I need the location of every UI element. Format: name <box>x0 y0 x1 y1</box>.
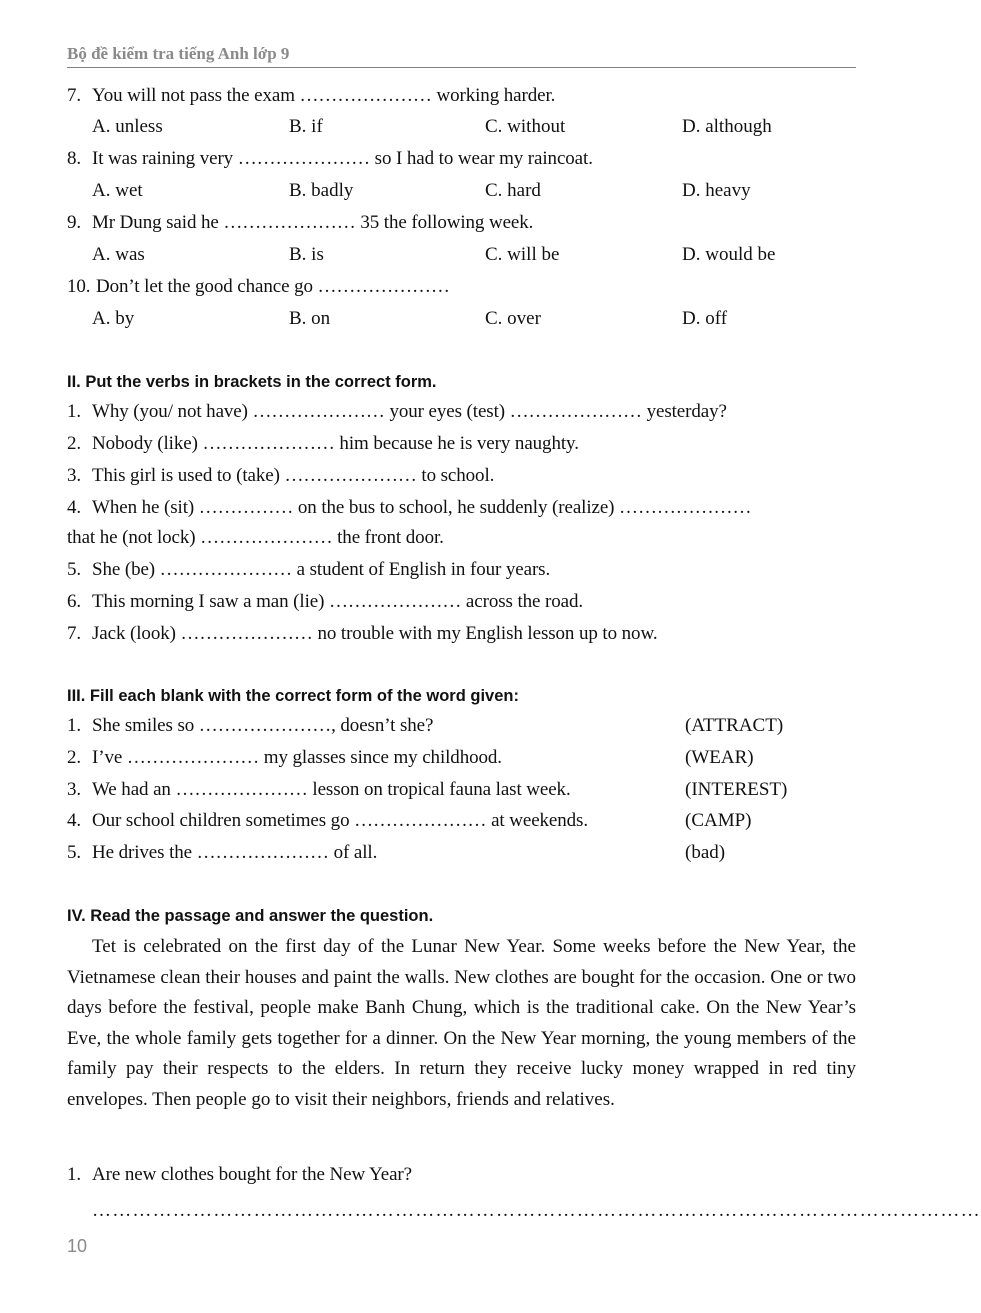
exercise-item <box>67 497 751 519</box>
question-7 <box>67 85 555 107</box>
exercise-item <box>67 623 658 645</box>
item-text: This girl is used to (take) ………………… to school. <box>92 465 495 486</box>
exercise-item <box>67 401 727 423</box>
item-text: She (be) ………………… a student of English in four years. <box>92 559 551 580</box>
item-text: Why (you/ not have) ………………… your eyes (test) ………………… yesterday? <box>92 401 727 422</box>
word-given: (WEAR) <box>685 747 754 768</box>
option-d: D. heavy <box>682 180 751 201</box>
question-text: Mr Dung said he ………………… 35 the following week. <box>92 212 534 233</box>
item-text: that he (not lock) ………………… the front door. <box>67 527 444 548</box>
item-number: 3. <box>67 465 82 486</box>
option-c: C. without <box>485 116 566 137</box>
item-text: Our school children sometimes go ………………… at weekends. <box>92 810 589 831</box>
item-number: 2. <box>67 747 82 768</box>
item-number: 4. <box>67 497 82 518</box>
page-header <box>67 42 856 68</box>
exercise-item <box>67 810 588 832</box>
item-number: 4. <box>67 810 82 831</box>
item-number: 7. <box>67 623 82 644</box>
option-a: A. by <box>92 308 135 329</box>
answer-blank[interactable]: …………………………………………………………………………………………………………………… <box>92 1200 981 1221</box>
option-a: A. wet <box>92 180 143 201</box>
question-text: Don’t let the good chance go ………………… <box>96 276 450 297</box>
item-number: 6. <box>67 591 82 612</box>
item-text: When he (sit) …………… on the bus to school, he suddenly (realize) ………………… <box>92 497 752 518</box>
item-text: He drives the ………………… of all. <box>92 842 378 863</box>
item-number: 1. <box>67 401 82 422</box>
exercise-item <box>67 559 550 581</box>
option-b: B. is <box>289 244 324 265</box>
exercise-item <box>67 779 571 801</box>
item-text: Nobody (like) ………………… him because he is very naughty. <box>92 433 579 454</box>
exercise-item-continuation <box>67 527 444 549</box>
item-text: This morning I saw a man (lie) ………………… across the road. <box>92 591 584 612</box>
item-text: Jack (look) ………………… no trouble with my English lesson up to now. <box>92 623 658 644</box>
item-number: 5. <box>67 842 82 863</box>
option-c: C. over <box>485 308 541 329</box>
option-b: B. on <box>289 308 331 329</box>
exercise-item <box>67 715 433 737</box>
question-text: Are new clothes bought for the New Year? <box>92 1164 412 1185</box>
option-b: B. if <box>289 116 323 137</box>
question-number: 8. <box>67 148 82 169</box>
option-c: C. hard <box>485 180 541 201</box>
option-c: C. will be <box>485 244 560 265</box>
item-number: 3. <box>67 779 82 800</box>
question-text: It was raining very ………………… so I had to wear my raincoat. <box>92 148 593 169</box>
question-8 <box>67 148 593 170</box>
item-text: She smiles so …………………, doesn’t she? <box>92 715 434 736</box>
section-heading: IV. Read the passage and answer the question. <box>67 907 434 925</box>
option-d: D. although <box>682 116 772 137</box>
exercise-item <box>67 433 579 455</box>
option-d: D. off <box>682 308 728 329</box>
option-d: D. would be <box>682 244 776 265</box>
exercise-item <box>67 591 583 613</box>
word-given: (INTEREST) <box>685 779 788 800</box>
question-9 <box>67 212 533 234</box>
reading-passage: Tet is celebrated on the first day of the Lunar New Year. Some weeks before the New Year, the Vietnamese clean their houses and paint the walls. New clothes are bought for the occasion. One or two days before the festival, people make Banh Chung, which is the traditional cake. On the New Year’s Eve, the whole family gets together for a dinner. On the New Year morning, the young members of the family pay their respects to the elders. In return they receive lucky money wrapped in red tiny envelopes. Then people go to visit their neighbors, friends and relatives. <box>67 936 856 1110</box>
item-number: 5. <box>67 559 82 580</box>
question-text: You will not pass the exam ………………… working harder. <box>92 85 556 106</box>
question-number: 10. <box>67 276 91 297</box>
exercise-item <box>67 842 377 864</box>
word-given: (bad) <box>685 842 726 863</box>
option-b: B. badly <box>289 180 354 201</box>
option-a: A. unless <box>92 116 163 137</box>
page-number: 10 <box>67 1236 88 1256</box>
section-heading: II. Put the verbs in brackets in the correct form. <box>67 373 437 391</box>
question-number: 1. <box>67 1164 82 1185</box>
section-heading: III. Fill each blank with the correct form of the word given: <box>67 687 519 705</box>
exercise-item <box>67 747 502 769</box>
item-text: We had an ………………… lesson on tropical fauna last week. <box>92 779 571 800</box>
item-text: I’ve ………………… my glasses since my childhood. <box>92 747 502 768</box>
item-number: 2. <box>67 433 82 454</box>
word-given: (ATTRACT) <box>685 715 784 736</box>
question-number: 9. <box>67 212 82 233</box>
question-number: 7. <box>67 85 82 106</box>
word-given: (CAMP) <box>685 810 752 831</box>
question-10 <box>67 276 450 298</box>
item-number: 1. <box>67 715 82 736</box>
book-title: Bộ đề kiểm tra tiếng Anh lớp 9 <box>67 44 290 63</box>
comprehension-question <box>67 1164 412 1186</box>
option-a: A. was <box>92 244 145 265</box>
exercise-item <box>67 465 494 487</box>
